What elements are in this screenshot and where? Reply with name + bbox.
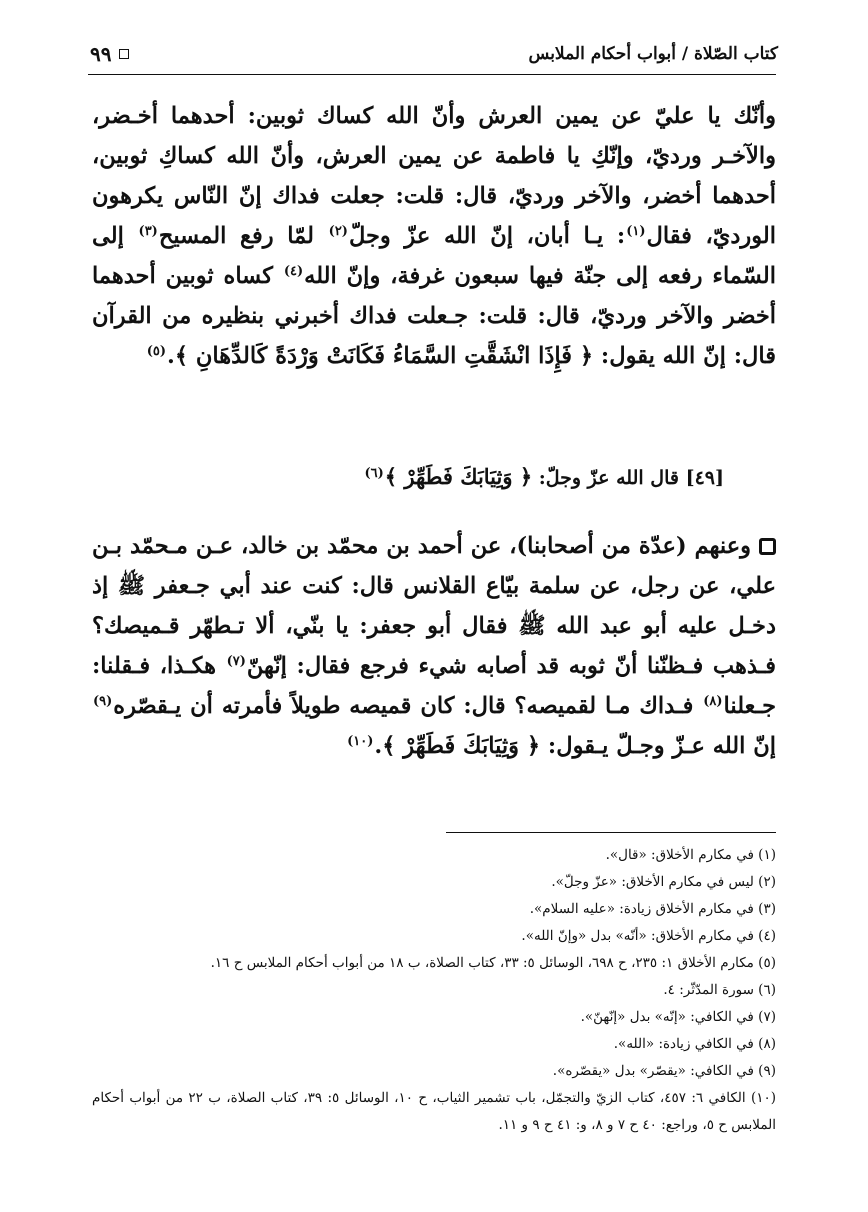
footnote-ref-8[interactable]: (٨) — [703, 693, 723, 709]
section-number: [٤٩] — [685, 467, 724, 489]
paragraph-1 — [92, 96, 776, 376]
footnote: (٥) مكارم الأخلاق ١: ٢٣٥، ح ٦٩٨، الوسائل ٥: ٣٣، كتاب الصلاة، ب ١٨ من أبواب أحكام الملابس ح ١٦. — [210, 955, 776, 971]
footnote: (٣) في مكارم الأخلاق زيادة: «عليه السلام». — [529, 901, 776, 917]
paragraph-2-text: فـداك مـا لقميصه؟ قال: كان قميصه طويلاً فأمرته أن يـقصّره — [113, 693, 703, 719]
footnote-ref-10[interactable]: (١٠) — [347, 733, 374, 749]
paragraph-1-text: لمّا رفع المسيح — [158, 223, 328, 249]
hollow-square-icon — [759, 538, 776, 555]
paragraph-1-text: كساه ثوبين أحدهما أخضر والآخر ورديّ، قال: قلت: جـعلت فداك أخبرني بنظيره من القرآن قال: إنّ الله يقول: — [92, 263, 776, 369]
paragraph-1-text: . — [167, 343, 175, 369]
section-intro: قال الله عزّ وجلّ: — [532, 467, 686, 489]
paragraph-1-text: : يـا أبان، إنّ الله عزّ وجلّ — [348, 223, 626, 249]
footnote: (٨) في الكافي زيادة: «الله». — [613, 1036, 776, 1052]
quran-verse: ﴿ وَثِيَابَكَ فَطَهِّرْ ﴾ — [382, 733, 541, 759]
footnote-ref-6[interactable]: (٦) — [364, 465, 384, 481]
running-head — [90, 34, 778, 74]
footnote: (٦) سورة المدّثّر: ٤. — [663, 982, 776, 998]
paragraph-1-text: إلى السّماء رفعه إلى جنّة فيها سبعون غرفة، وإنّ الله — [92, 223, 776, 289]
footnote: (٧) في الكافي: «إنّه» بدل «إنّهنّ». — [580, 1009, 776, 1025]
footnote: (١٠) الكافي ٦: ٤٥٧، كتاب الزيّ والتجمّل، باب تشمير الثياب، ح ١٠، الوسائل ٥: ٣٩، كتاب الصلاة، ب ٢٢ من أبواب أحكام الملابس ح ٥، وراجع: ٤٠ ح ٧ و ٨، و: ٤١ ح ٩ و ١١. — [92, 1090, 777, 1133]
paragraph-2-text: . — [374, 733, 383, 759]
page-number: ٩٩ — [90, 42, 112, 66]
running-head-title: كتاب الصّلاة / أبواب أحكام الملابس — [528, 44, 778, 64]
footnote-ref-1[interactable]: (١) — [626, 223, 646, 239]
section-quran-verse: ﴿ وَثِيَابَكَ فَطَهِّرْ ﴾ — [384, 464, 533, 489]
paragraph-2 — [92, 526, 776, 766]
footnote-ref-5[interactable]: (٥) — [146, 343, 167, 359]
footnote: (٢) ليس في مكارم الأخلاق: «عزّ وجلّ». — [551, 874, 776, 890]
paragraph-2-text: وعنهم (عدّة من أصحابنا)، عن أحمد بن محمّد بن خالد، عـن مـحمّد بـن علي، عن رجل، عن سلمة بيّاع القلانس قال: كنت عند أبي جـعفر ﷺ إذ دخـل عليه أبو عبد الله ﷺ فقال أبو جعفر: يا بنّي، ألا تـطهّر قـميصك؟ فـذهب فـظنّنا أنّ ثوبه قد أصابه شيء فرجع فقال: إنّهنّ — [92, 533, 776, 679]
footnote-rule — [446, 832, 776, 833]
paragraph-1-text: وأنّك يا عليّ عن يمين العرش وأنّ الله كساك ثوبين: أحدهما أخـضر، والآخـر ورديّ، وإنّكِ يا فاطمة عن يمين العرش، وأنّ الله كساكِ ثوبين، أحدهما أخضر، والآخر ورديّ، قال: قلت: جعلت فداك إنّ النّاس يكرهون الورديّ، فقال — [92, 103, 776, 249]
footnote-ref-3[interactable]: (٣) — [138, 223, 158, 239]
footnote-ref-7[interactable]: (٧) — [226, 653, 246, 669]
page-marker — [90, 42, 129, 66]
footnote: (٩) في الكافي: «يقصّر» بدل «يقصّره». — [552, 1063, 776, 1079]
footnote-ref-2[interactable]: (٢) — [328, 223, 348, 239]
footnote-ref-9[interactable]: (٩) — [93, 693, 113, 709]
footnotes — [92, 842, 776, 1139]
footnote-ref-4[interactable]: (٤) — [283, 263, 304, 279]
section-heading — [363, 464, 724, 489]
header-rule — [88, 74, 776, 75]
footnote: (١) في مكارم الأخلاق: «قال». — [605, 847, 776, 863]
quran-verse: ﴿ فَإِذَا انْشَقَّتِ السَّمَاءُ فَكَانَتْ وَرْدَةً كَالدِّهَانِ ﴾ — [174, 343, 594, 369]
paragraph-2-text: إنّ الله عـزّ وجـلّ يـقول: — [540, 733, 776, 759]
square-icon — [119, 49, 129, 59]
paragraph-2-text: هكـذا، فـقلنا: جـعلنا — [92, 653, 776, 719]
footnote: (٤) في مكارم الأخلاق: «أنّه» بدل «وإنّ الله». — [521, 928, 776, 944]
